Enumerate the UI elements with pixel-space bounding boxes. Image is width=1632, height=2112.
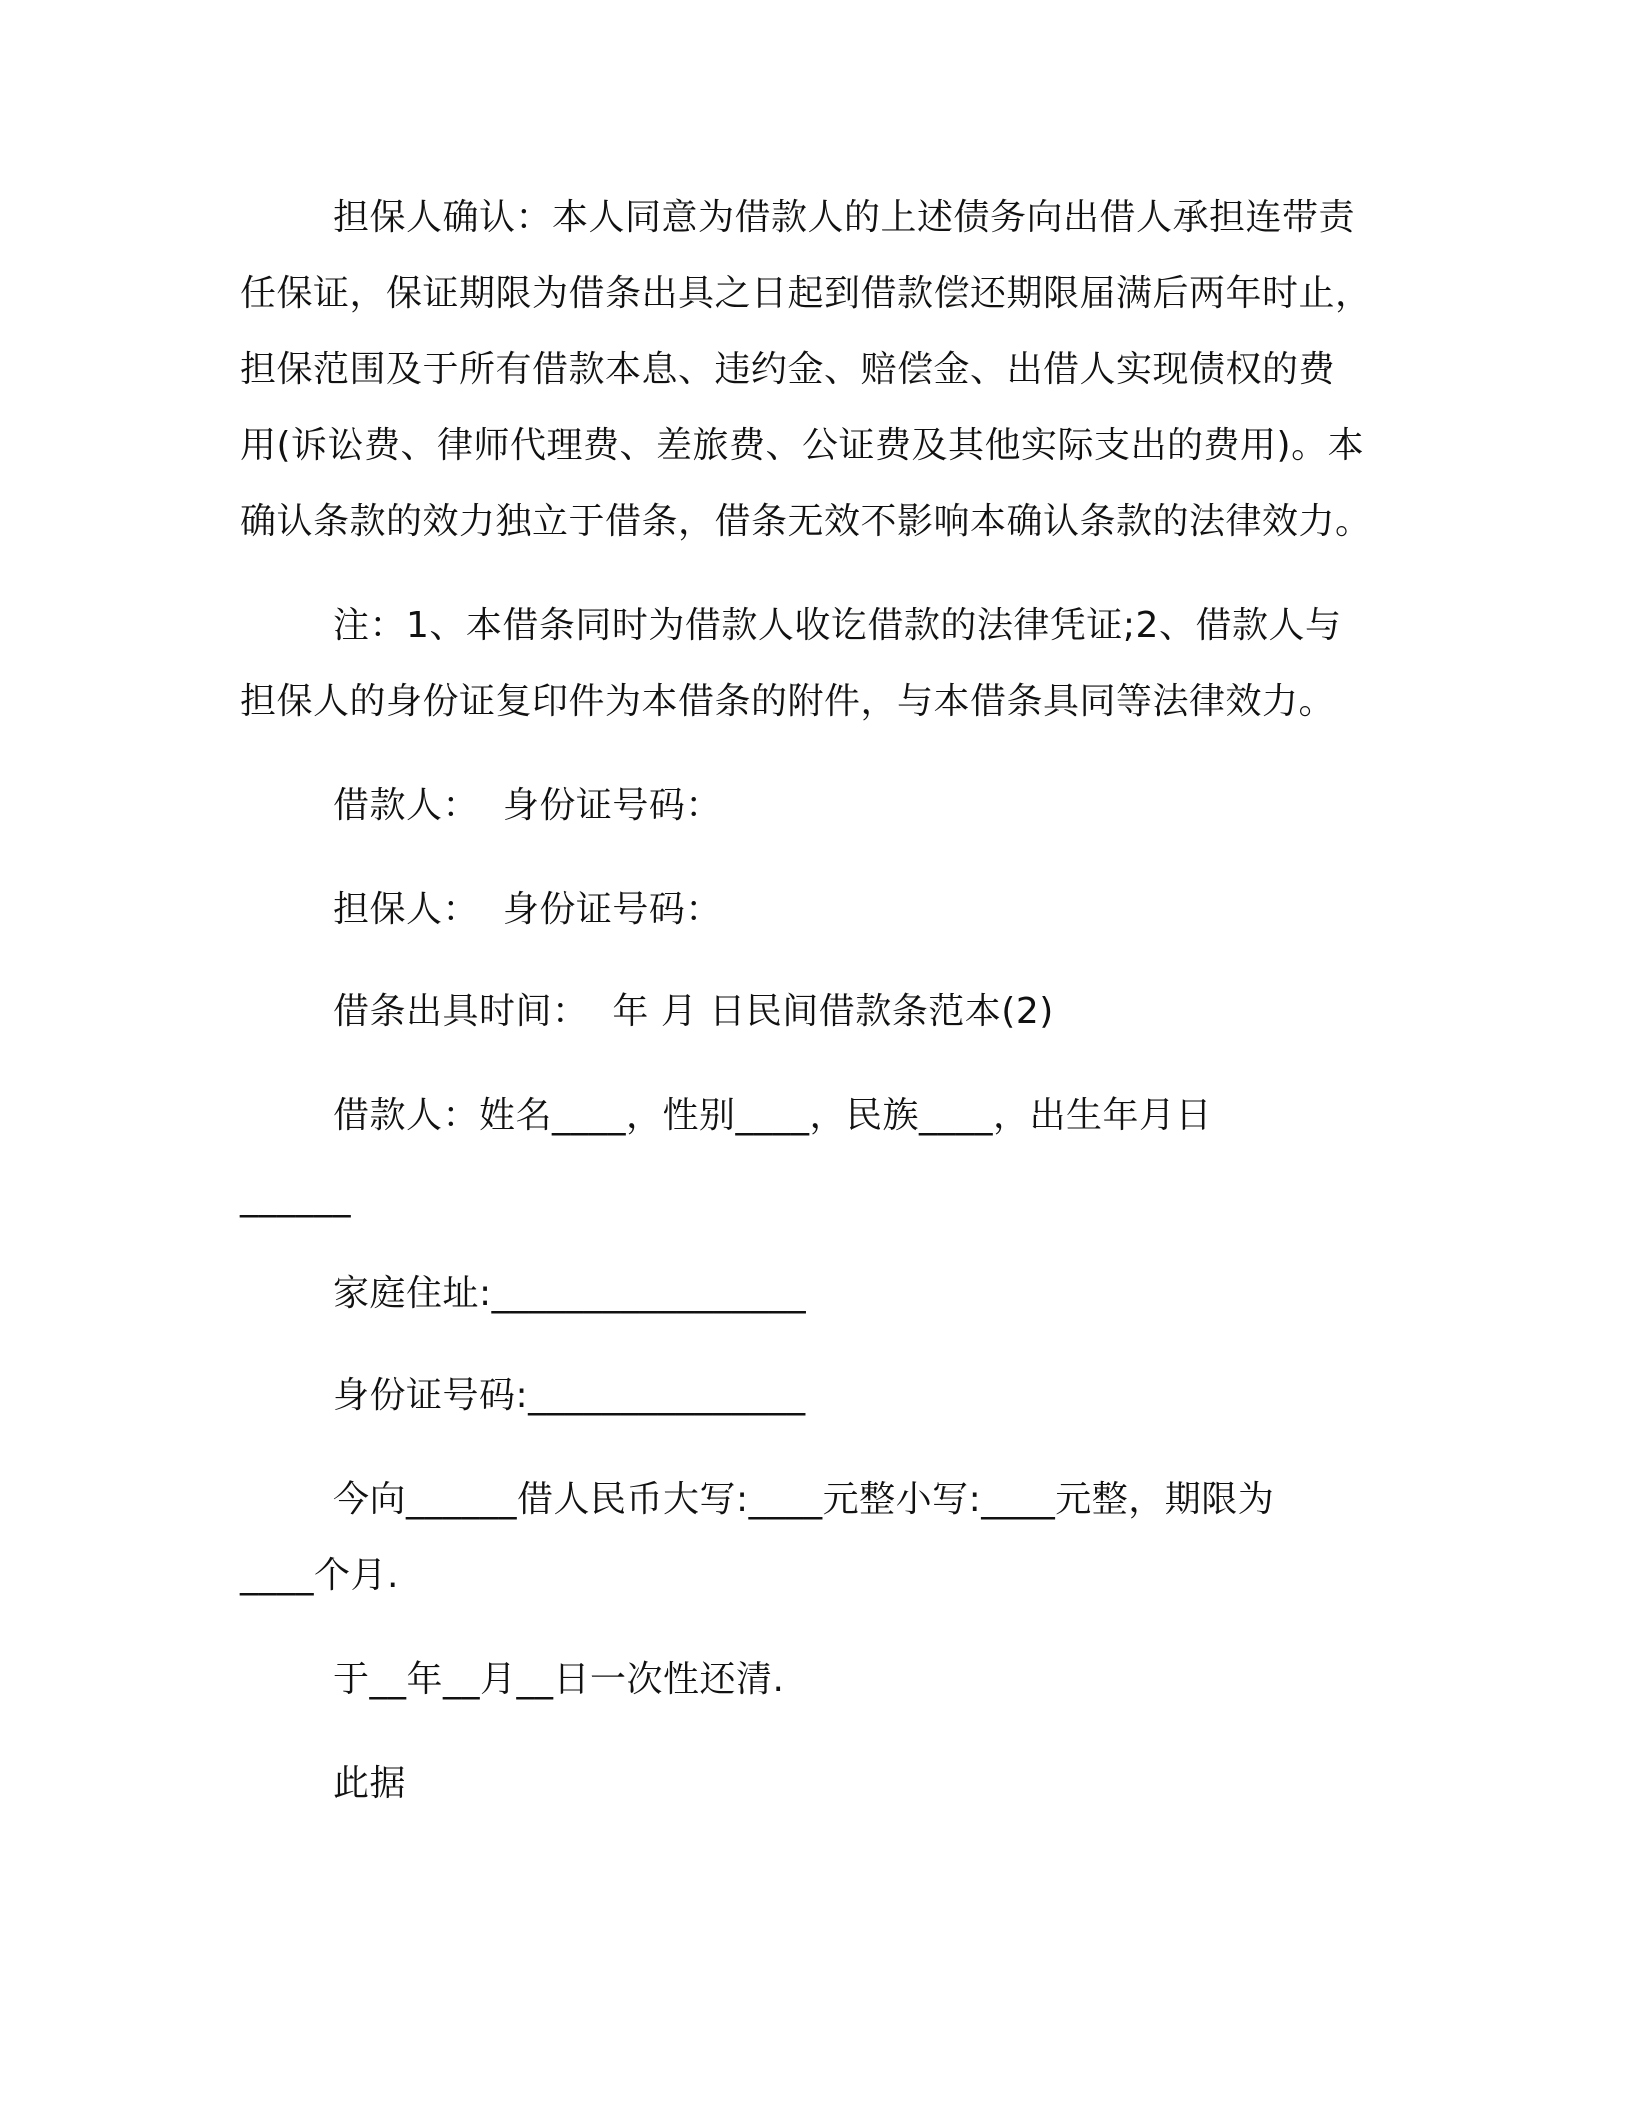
text-line: 借款人： 身份证号码： [333, 785, 722, 826]
text-line: 注：1、本借条同时为借款人收讫借款的法律凭证;2、借款人与 [333, 605, 1342, 646]
text-line: 今向______借人民币大写:____元整小写:____元整，期限为 [333, 1479, 1275, 1520]
text-line: ____个月. [240, 1555, 399, 1596]
text-line: 担保人确认：本人同意为借款人的上述债务向出借人承担连带责 [333, 197, 1356, 238]
text-line: 此据 [333, 1763, 407, 1804]
text-line: 借条出具时间： 年 月 日民间借款条范本(2) [333, 991, 1054, 1032]
text-line: 于__年__月__日一次性还清. [333, 1659, 785, 1700]
text-line: 身份证号码:_______________ [333, 1375, 806, 1416]
text-line: 确认条款的效力独立于借条，借条无效不影响本确认条款的法律效力。 [240, 501, 1372, 542]
text-line: 用(诉讼费、律师代理费、差旅费、公证费及其他实际支出的费用)。本 [240, 425, 1365, 466]
text-line: 借款人：姓名____，性别____，民族____，出生年月日 [333, 1095, 1213, 1136]
text-line: 担保人的身份证复印件为本借条的附件，与本借条具同等法律效力。 [240, 681, 1336, 722]
text-line: 担保人： 身份证号码： [333, 889, 722, 930]
text-line: 家庭住址:_________________ [333, 1273, 807, 1314]
text-line: 担保范围及于所有借款本息、违约金、赔偿金、出借人实现债权的费 [240, 349, 1336, 390]
text-line: 任保证，保证期限为借条出具之日起到借款偿还期限届满后两年时止， [240, 273, 1372, 314]
text-line: ______ [240, 1177, 351, 1218]
